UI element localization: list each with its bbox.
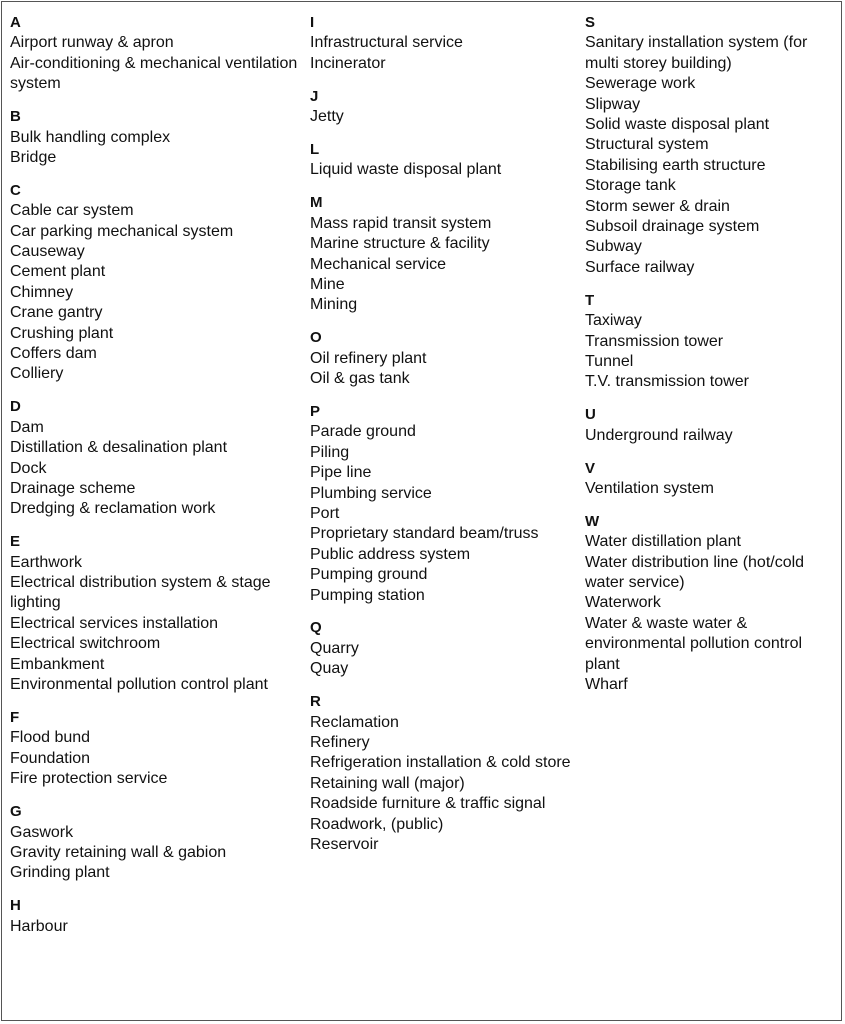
letter-group-f [10, 708, 300, 790]
section-letter-heading: I [310, 14, 315, 31]
list-item: Roadwork, (public) [310, 815, 444, 833]
list-item: Transmission tower [585, 332, 724, 350]
list-item: Waterwork [585, 594, 661, 612]
list-item: Proprietary standard beam/truss [310, 525, 539, 543]
letter-group-j [310, 87, 575, 128]
list-item: Environmental pollution control plant [10, 676, 268, 694]
list-item: Sewerage work [585, 75, 696, 93]
letter-group-h [10, 896, 300, 937]
list-item: Water distribution line (hot/cold water service) [585, 553, 805, 592]
letter-group-w [585, 512, 837, 696]
list-item: Port [310, 504, 340, 522]
list-item: Oil refinery plant [310, 349, 427, 367]
list-item: Pumping ground [310, 566, 428, 584]
list-item: Grinding plant [10, 864, 110, 882]
letter-group-t [585, 291, 837, 393]
list-item: Cable car system [10, 202, 134, 220]
list-item: Tunnel [585, 352, 634, 370]
list-item: Quarry [310, 639, 359, 657]
list-item: Electrical switchroom [10, 635, 161, 653]
list-item: Mechanical service [310, 255, 447, 273]
column-3 [585, 13, 837, 708]
list-item: Refinery [310, 733, 370, 751]
item-list [310, 160, 575, 180]
section-letter-heading: W [585, 512, 600, 530]
section-letter-heading: V [585, 459, 596, 477]
item-list [10, 201, 300, 385]
list-item: Pumping station [310, 586, 425, 604]
list-item: Earthwork [10, 553, 83, 571]
item-list [310, 107, 575, 127]
item-list [585, 532, 837, 695]
list-item: Roadside furniture & traffic signal [310, 795, 546, 813]
list-item: Car parking mechanical system [10, 222, 234, 240]
list-item: Bridge [10, 148, 57, 166]
letter-group-i [310, 13, 575, 74]
section-letter-heading: H [10, 897, 21, 915]
section-letter-heading: A [10, 14, 21, 31]
list-item: Quay [310, 660, 349, 678]
list-item: Storage tank [585, 177, 676, 195]
list-item: Flood bund [10, 729, 91, 747]
item-list [310, 349, 575, 390]
section-letter-heading: O [310, 329, 322, 347]
list-item: Pipe line [310, 464, 372, 482]
section-letter-heading: E [10, 533, 21, 551]
list-item: Crushing plant [10, 324, 114, 342]
item-list [310, 639, 575, 680]
section-letter-heading: S [585, 14, 596, 31]
list-item: Retaining wall (major) [310, 774, 465, 792]
list-item: Electrical services installation [10, 614, 219, 632]
section-letter-heading: L [310, 141, 320, 158]
item-list [10, 33, 300, 94]
item-list [10, 823, 300, 884]
letter-group-q [310, 618, 575, 679]
list-item: Refrigeration installation & cold store [310, 754, 571, 772]
item-list [585, 311, 837, 393]
letter-group-a [10, 13, 300, 95]
document-frame [1, 1, 842, 1021]
list-item: Colliery [10, 365, 64, 383]
list-item: Fire protection service [10, 770, 168, 788]
list-item: Dredging & reclamation work [10, 500, 216, 518]
letter-group-l [310, 140, 575, 181]
letter-group-g [10, 802, 300, 884]
list-item: Solid waste disposal plant [585, 116, 770, 134]
section-letter-heading: D [10, 398, 21, 416]
item-list [310, 33, 575, 74]
list-item: Plumbing service [310, 484, 432, 502]
list-item: Wharf [585, 676, 628, 694]
list-item: Parade ground [310, 423, 416, 441]
list-item: Subway [585, 238, 642, 256]
item-list [10, 418, 300, 520]
list-item: Dock [10, 459, 47, 477]
list-item: Embankment [10, 655, 105, 673]
letter-group-m [310, 193, 575, 315]
item-list [585, 426, 837, 446]
list-item: Oil & gas tank [310, 370, 410, 388]
section-letter-heading: U [585, 406, 596, 424]
column-2 [310, 13, 575, 868]
list-item: Ventilation system [585, 479, 714, 497]
list-item: Water & waste water & environmental pollution control plant [585, 614, 803, 673]
list-item: Subsoil drainage system [585, 218, 760, 236]
letter-group-s [585, 13, 837, 278]
list-item: Underground railway [585, 426, 733, 444]
section-letter-heading: M [310, 194, 323, 212]
list-item: Slipway [585, 95, 641, 113]
list-item: Storm sewer & drain [585, 197, 730, 215]
section-letter-heading: T [585, 291, 595, 309]
list-item: T.V. transmission tower [585, 373, 749, 391]
section-letter-heading: B [10, 108, 21, 126]
list-item: Bulk handling complex [10, 128, 171, 146]
letter-group-o [310, 328, 575, 389]
list-item: Reservoir [310, 836, 379, 853]
item-list [10, 917, 300, 937]
list-item: Sanitary installation system (for multi storey building) [585, 34, 808, 72]
item-list [10, 728, 300, 789]
item-list [310, 422, 575, 606]
list-item: Surface railway [585, 258, 695, 276]
list-item: Electrical distribution system & stage lighting [10, 574, 271, 612]
list-item: Airport runway & apron [10, 34, 174, 52]
list-item: Incinerator [310, 54, 386, 72]
list-item: Mining [310, 296, 358, 314]
section-letter-heading: R [310, 693, 321, 711]
section-letter-heading: G [10, 803, 22, 821]
list-item: Mass rapid transit system [310, 214, 492, 232]
list-item: Mine [310, 275, 345, 293]
letter-group-u [585, 405, 837, 446]
letter-group-r [310, 692, 575, 855]
list-item: Distillation & desalination plant [10, 439, 228, 457]
item-list [585, 33, 837, 278]
list-item: Drainage scheme [10, 479, 136, 497]
list-item: Gaswork [10, 823, 74, 841]
section-letter-heading: J [310, 87, 319, 105]
list-item: Public address system [310, 545, 471, 563]
item-list [310, 214, 575, 316]
section-letter-heading: F [10, 709, 20, 727]
list-item: Cement plant [10, 263, 106, 281]
letter-group-c [10, 181, 300, 385]
list-item: Marine structure & facility [310, 235, 490, 253]
letter-group-b [10, 107, 300, 168]
list-item: Coffers dam [10, 345, 97, 363]
item-list [10, 128, 300, 169]
list-item: Taxiway [585, 312, 642, 330]
list-item: Structural system [585, 136, 709, 154]
list-item: Crane gantry [10, 304, 103, 322]
letter-group-v [585, 459, 837, 500]
column-1 [10, 13, 300, 950]
section-letter-heading: C [10, 181, 21, 199]
list-item: Liquid waste disposal plant [310, 161, 502, 179]
list-item: Piling [310, 443, 350, 461]
letter-group-p [310, 402, 575, 606]
list-item: Gravity retaining wall & gabion [10, 843, 227, 861]
item-list [585, 479, 837, 499]
list-item: Dam [10, 418, 44, 436]
section-letter-heading: P [310, 402, 321, 420]
list-item: Harbour [10, 917, 68, 935]
list-item: Chimney [10, 283, 74, 301]
letter-group-d [10, 397, 300, 519]
list-item: Reclamation [310, 713, 399, 731]
list-item: Stabilising earth structure [585, 156, 766, 174]
item-list [10, 553, 300, 696]
list-item: Jetty [310, 108, 344, 126]
list-item: Water distillation plant [585, 533, 741, 551]
letter-group-e [10, 532, 300, 695]
item-list [310, 713, 575, 856]
list-item: Air-conditioning & mechanical ventilation system [10, 54, 298, 93]
section-letter-heading: Q [310, 619, 322, 637]
list-item: Foundation [10, 749, 91, 767]
list-item: Infrastructural service [310, 34, 463, 52]
list-item: Causeway [10, 243, 85, 261]
